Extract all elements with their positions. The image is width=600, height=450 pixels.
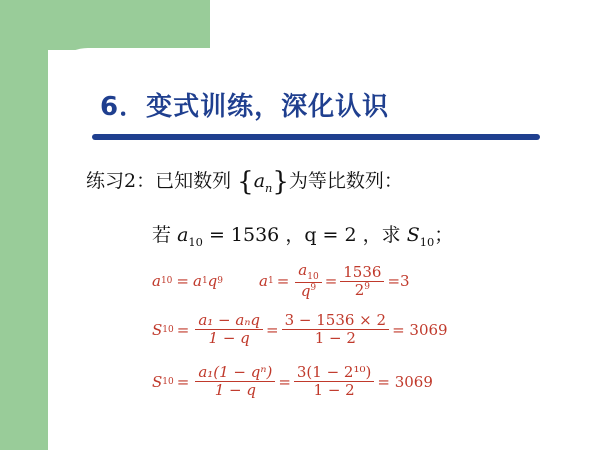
f2-den2-exp: 9	[364, 281, 370, 292]
title-underline	[92, 134, 540, 140]
f3-frac-1	[195, 312, 263, 348]
f2-frac-2	[340, 264, 384, 300]
f1-rhs-q: q	[207, 272, 218, 291]
f3-den1: 1 − q	[208, 329, 250, 348]
f3-num2: 3 − 1536 × 2	[282, 312, 389, 330]
f3-lhs-sub: 10	[162, 324, 174, 335]
f3-num1: a₁ − aₙq	[195, 312, 263, 330]
question-label: 练习2：已知数列	[86, 170, 232, 192]
given-ask: ，求	[362, 224, 401, 246]
formula-row-1: a 10 = a 1 q 9 a 1 = $\frac{a_{10}}{q^9}$ = $\frac{1536}{2^9}$ =3	[152, 261, 410, 301]
f2-den1: q	[300, 282, 311, 301]
f4-lhs: S	[152, 372, 163, 391]
f1-lhs-sub: 10	[160, 276, 173, 287]
f1-eq: =	[176, 272, 189, 291]
brace-close: }	[272, 167, 289, 197]
f2-den2: 2	[354, 280, 365, 299]
given-q: ，q = 2	[285, 224, 357, 246]
f2-den1-exp: 9	[310, 283, 317, 294]
f4-num1: a₁(1 − qⁿ)	[195, 364, 275, 382]
question-line	[86, 166, 403, 197]
formula-row-2: S 10 = $\frac{\text{a₁ − aₙq}}{1 - q}$ = $\frac{3 - 1536 \times 2}{1 - 2}$ = 3069	[152, 311, 448, 348]
given-end: ；	[434, 224, 454, 246]
given-s-sub: 10	[419, 234, 435, 249]
f1-rhs-a: a	[192, 272, 202, 291]
given-s-var: S	[406, 224, 420, 246]
f3-frac-2	[282, 312, 389, 348]
f4-num2: 3(1 − 2¹⁰)	[294, 364, 374, 382]
f2-lhs-sub: 1	[267, 276, 274, 287]
f1-lhs: a	[152, 272, 161, 291]
f3-result: = 3069	[392, 320, 448, 339]
f1-rhs-exp: 9	[217, 276, 224, 287]
formula-row-3: S 10 = $\frac{\text{a₁(1 − qⁿ)}}{1 - q}$ = $\frac{\text{3(1 − 2¹⁰)}}{1 - 2}$ = 3069	[152, 363, 433, 400]
f2-num1-sub: 10	[307, 272, 319, 282]
f2-num1: a	[298, 261, 308, 279]
f4-den2: 1 − 2	[313, 381, 355, 400]
given-a10-val: = 1536	[208, 224, 280, 246]
f1-rhs-sub: 1	[201, 276, 208, 287]
f3-lhs: S	[152, 320, 163, 339]
f4-result: = 3069	[377, 372, 433, 391]
seq-sub: n	[265, 180, 273, 195]
f3-den2: 1 − 2	[314, 329, 356, 348]
f4-lhs-sub: 10	[162, 376, 174, 387]
question-suffix: 为等比数列：	[288, 170, 403, 192]
f2-frac-1	[295, 262, 321, 301]
f2-num2: 1536	[340, 264, 384, 282]
given-a10-var: a	[177, 224, 189, 246]
green-left-band	[0, 0, 48, 450]
given-a10-sub: 10	[188, 234, 203, 249]
given-ruo: 若	[152, 224, 172, 246]
f2-result: =3	[387, 272, 410, 291]
f4-frac-1	[195, 364, 275, 400]
given-line	[152, 220, 453, 249]
f4-frac-2	[294, 364, 374, 400]
brace-open: {	[237, 167, 254, 197]
slide-title: 6．变式训练，深化认识	[100, 92, 390, 122]
f4-den1: 1 − q	[214, 381, 256, 400]
f2-lhs: a	[259, 272, 268, 291]
seq-var: a	[253, 170, 266, 192]
